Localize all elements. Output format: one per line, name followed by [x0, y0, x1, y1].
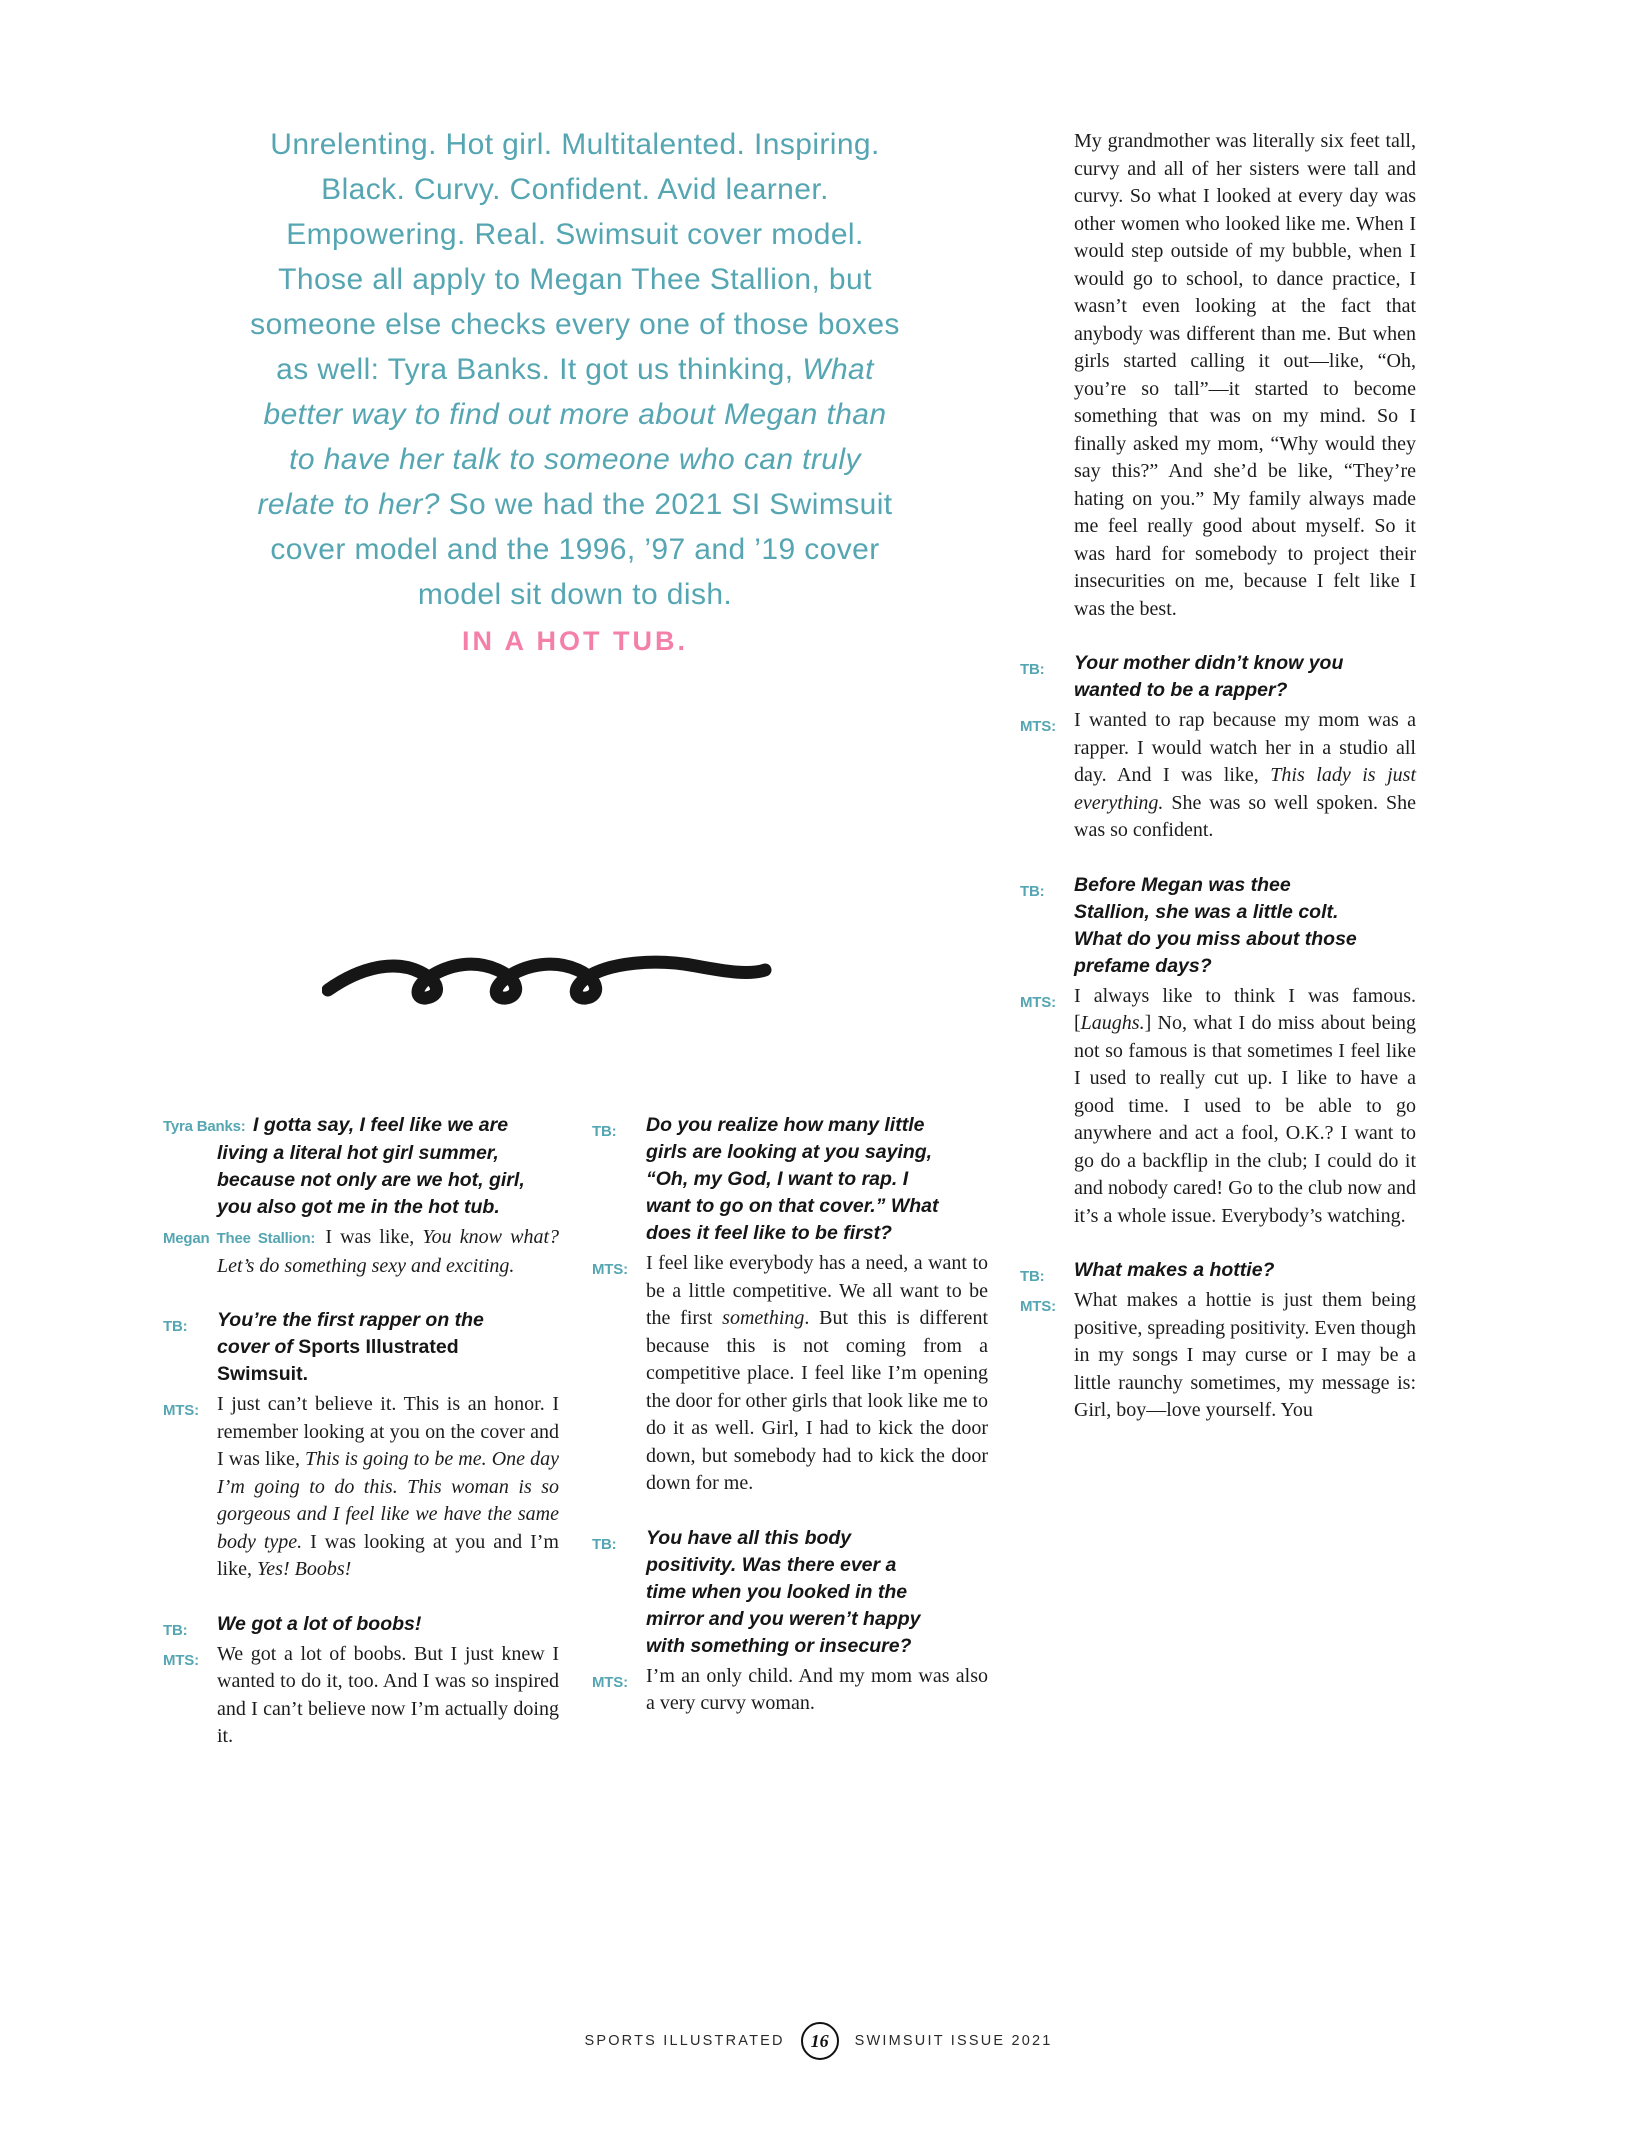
qa-text	[1020, 707, 1416, 845]
qa-text	[163, 1391, 559, 1584]
qa-text	[1020, 983, 1416, 1231]
intro-tagline: IN A HOT TUB.	[462, 626, 688, 656]
interview-column-2	[592, 1112, 988, 1721]
qa-text	[163, 1641, 559, 1751]
interview-column-1	[163, 1112, 559, 1754]
speaker-label: TB:	[592, 1535, 617, 1553]
text-run: This is going to be me. One day I’m going to do this. This woman is so gorgeous and I feel like we have the same body type.	[217, 1448, 559, 1553]
text-run: something	[722, 1307, 805, 1329]
speaker-label: Megan Thee Stallion:	[163, 1230, 316, 1247]
text-run: We got a lot of boobs!	[217, 1612, 422, 1635]
text-run: I was like,	[325, 1226, 423, 1248]
footer-issue-name: SWIMSUIT ISSUE 2021	[854, 2033, 1053, 2049]
qa-question	[1020, 872, 1416, 980]
speaker-label: MTS:	[163, 1402, 199, 1419]
qa-question	[592, 1112, 988, 1247]
text-run: What makes a hottie?	[1074, 1259, 1275, 1281]
qa-text	[163, 1112, 559, 1221]
speaker-label: MTS:	[592, 1673, 628, 1691]
qa-question	[163, 1112, 559, 1221]
qa-text	[592, 1250, 988, 1498]
intro-paragraph	[250, 122, 900, 617]
speaker-label: MTS:	[592, 1261, 628, 1278]
text-run: She was so well spoken. She was so confident.	[1074, 791, 1416, 841]
text-run: Laughs.	[1080, 1012, 1145, 1034]
qa-answer	[592, 1250, 988, 1498]
intro-block	[250, 122, 900, 664]
qa-text	[1020, 1287, 1417, 1425]
qa-question	[1020, 650, 1416, 704]
text-run: I always like to think I was famous. [	[1074, 984, 1416, 1034]
speaker-label: TB:	[1020, 1268, 1045, 1285]
qa-text	[592, 1525, 988, 1660]
qa-answer	[1020, 707, 1416, 845]
qa-text	[163, 1307, 559, 1388]
text-run: . But this is different because this is not coming from a competitive place. I feel like I’m opening the door for other girls that look like me to do it as well. Girl, I had to kick the door down, but somebody had to kick the door down for me.	[646, 1307, 988, 1494]
qa-text	[1020, 1257, 1416, 1285]
text-run: I wanted to rap because my mom was a rapper. I would watch her in a studio all day. And I was like,	[1074, 709, 1416, 786]
text-run: Sports Illustrated Swimsuit.	[217, 1336, 459, 1385]
page-footer	[0, 2022, 1637, 2060]
text-run: You have all this body positivity. Was there ever a time when you looked in the mirror and you weren’t happy with something or insecure?	[646, 1526, 921, 1657]
qa-question	[163, 1307, 559, 1388]
speaker-label: MTS:	[1020, 718, 1056, 735]
text-run: You’re the first rapper on the cover of	[217, 1309, 484, 1358]
text-run: My grandmother was literally six feet tall, curvy and all of her sisters were tall and curvy. So what I looked at every day was other women who looked like me. When I would step outside of my bubble, when I would go to school, to dance practice, I wasn’t even looking at the fact that anybody was different than me. But when girls started calling it out—like, “Oh, you’re so tall”—it started to become something that was on my mind. So I finally asked my mom, “Why would they say this?” And she’d be like, “They’re hating on you.” My family always made me feel really good about myself. So it was hard for somebody to project their insecurities on me, because I felt like I was the best.	[1074, 130, 1416, 620]
text-run: ] No, what I do miss about being not so famous is that sometimes I feel like I used to really cut up. I like to have a good time. I used to be able to go anywhere and act a fool, O.K.? I want to go do a backflip in the club; I could do it and nobody cared! Go to the club now and it’s a whole issue. Everybody’s watching.	[1074, 1012, 1416, 1227]
qa-text	[1074, 128, 1416, 623]
qa-question	[592, 1525, 988, 1660]
text-run: This lady is just everything.	[1074, 764, 1416, 814]
qa-text	[592, 1112, 988, 1247]
qa-answer	[1020, 128, 1416, 623]
text-run: I feel like everybody has a need, a want to be a little competitive. We all want to be the first	[646, 1252, 988, 1329]
text-run: I gotta say, I feel like we are living a literal hot girl summer, because not only are we hot, girl, you also got me in the hot tub.	[217, 1114, 525, 1218]
text-run: I was looking at you and I’m like,	[217, 1530, 559, 1580]
text-run: Your mother didn’t know you wanted to be a rapper?	[1074, 652, 1344, 701]
qa-answer	[592, 1663, 988, 1718]
speaker-label: TB:	[1020, 882, 1045, 900]
page-number: 16	[810, 2030, 829, 2051]
qa-text	[163, 1224, 559, 1280]
text-run: Yes! Boobs!	[257, 1558, 352, 1580]
intro-text-run: So we had the 2021 SI Swimsuit cover model and the 1996, ’97 and ’19 cover model sit down to dish.	[270, 488, 893, 611]
qa-question	[163, 1611, 559, 1638]
qa-answer	[1020, 983, 1416, 1231]
speaker-label: TB:	[592, 1123, 617, 1140]
qa-text	[592, 1663, 988, 1718]
text-run: I just can’t believe it. This is an honor. I remember looking at you on the cover and I was like,	[217, 1393, 559, 1470]
speaker-label: TB:	[1020, 661, 1045, 678]
footer-magazine-name: SPORTS ILLUSTRATED	[584, 2033, 785, 2049]
speaker-label: MTS:	[1020, 993, 1056, 1011]
text-run: You know what? Let’s do something sexy and exciting.	[217, 1226, 559, 1277]
qa-answer	[163, 1641, 559, 1751]
qa-text	[1020, 872, 1416, 980]
page-number-badge	[801, 2022, 839, 2060]
intro-text-run: What better way to find out more about Megan than to have her talk to someone who can truly relate to her?	[257, 353, 887, 521]
text-run: What makes a hottie is just them being positive, spreading positivity. Even though in my songs I may curse or I may be a little raunchy sometimes, my message is: Girl, boy—love yourself. You	[1074, 1289, 1417, 1421]
qa-text	[163, 1611, 559, 1639]
text-run: We got a lot of boobs. But I just knew I wanted to do it, too. And I was so inspired and I can’t believe now I’m actually doing it.	[217, 1642, 559, 1747]
qa-answer	[1020, 1287, 1416, 1425]
qa-answer	[163, 1224, 559, 1280]
brush-stroke-decoration	[322, 938, 772, 1020]
speaker-label: TB:	[163, 1621, 188, 1639]
speaker-label: Tyra Banks:	[163, 1118, 246, 1135]
text-run: Do you realize how many little girls are looking at you saying, “Oh, my God, I want to rap. I want to go on that cover.” What does it feel like to be first?	[646, 1114, 939, 1244]
interview-column-3	[1020, 128, 1416, 1428]
qa-answer	[163, 1391, 559, 1584]
speaker-label: MTS:	[163, 1651, 199, 1669]
qa-question	[1020, 1257, 1416, 1284]
qa-text	[1020, 650, 1416, 704]
intro-text-run: Unrelenting. Hot girl. Multitalented. Inspiring. Black. Curvy. Confident. Avid learner. Empowering. Real. Swimsuit cover model. Those all apply to Megan Thee Stallion, but someone else checks every one of those boxes as well: Tyra Banks. It got us thinking,	[250, 128, 900, 386]
text-run: I’m an only child. And my mom was also a very curvy woman.	[646, 1664, 988, 1714]
speaker-label: TB:	[163, 1318, 188, 1335]
text-run: Before Megan was thee Stallion, she was a little colt. What do you miss about those prefame days?	[1074, 873, 1357, 977]
brush-stroke-icon	[322, 938, 772, 1018]
speaker-label: MTS:	[1020, 1298, 1056, 1315]
